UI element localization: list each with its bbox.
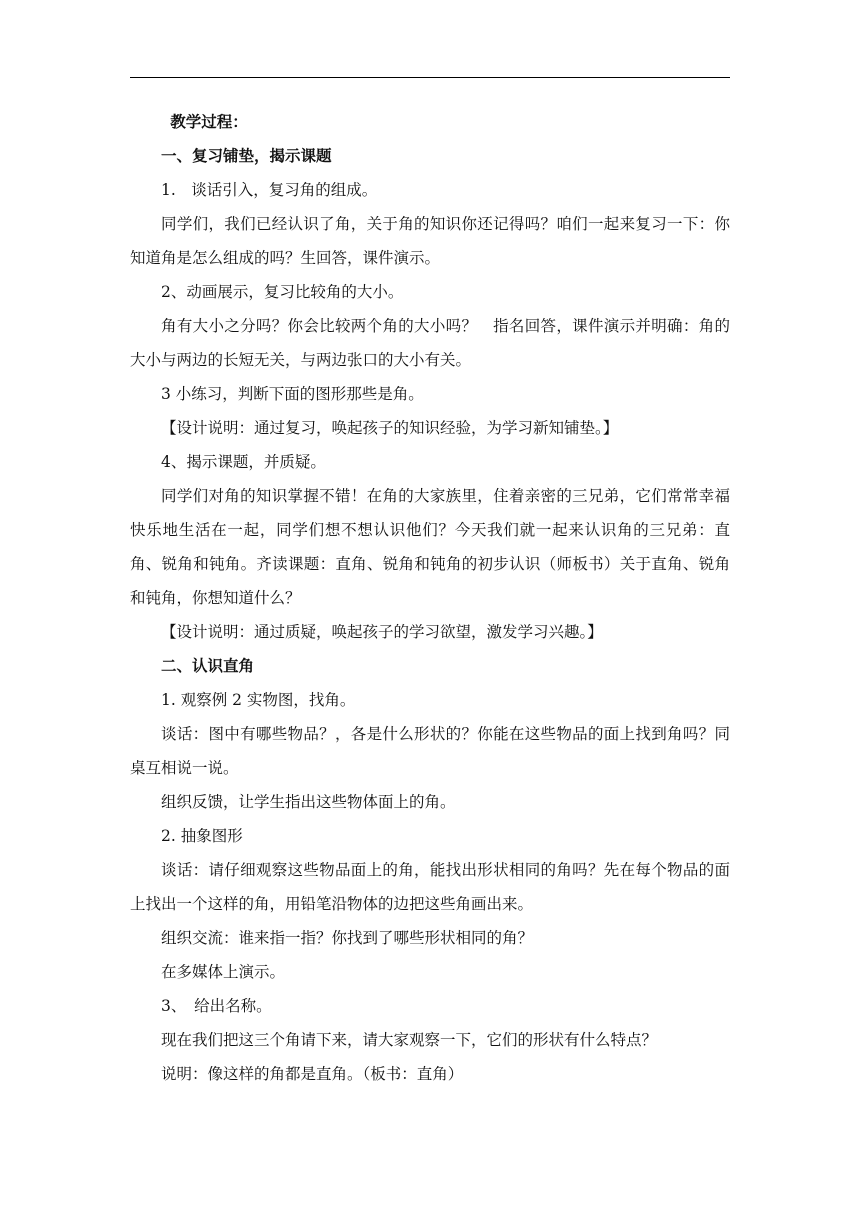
heading-teaching-process: 教学过程： [170, 112, 248, 131]
s1-design-note2: 【设计说明：通过质疑，唤起孩子的学习欲望，激发学习兴趣。】 [161, 623, 603, 641]
section1-title: 一、复习铺垫，揭示课题 [161, 146, 332, 165]
s2-paragraph7: 说明：像这样的角都是直角。（板书：直角） [161, 1065, 464, 1083]
section2-title: 二、认识直角 [161, 656, 255, 675]
s1-item1: 1. 谈话引入，复习角的组成。 [161, 181, 378, 199]
s2-paragraph6: 现在我们把这三个角请下来，请大家观察一下，它们的形状有什么特点？ [161, 1031, 658, 1049]
s2-paragraph2: 组织反馈，让学生指出这些物体面上的角。 [161, 793, 456, 811]
s2-paragraph4: 组织交流：谁来指一指？你找到了哪些形状相同的角？ [161, 929, 534, 947]
s1-paragraph3: 同学们对角的知识掌握不错！在角的大家族里，住着亲密的三兄弟，它们常常幸福快乐地生活在一起，同学们想不想认识他们？今天我们就一起来认识角的三兄弟：直角、锐角和钝角。齐读课题：直角、锐角和钝角的初步认识（师板书）关于直角、锐角和钝角，你想知道什么？ [130, 487, 730, 607]
s2-item1: 1. 观察例 2 实物图，找角。 [161, 691, 356, 709]
s1-paragraph1: 同学们，我们已经认识了角，关于角的知识你还记得吗？咱们一起来复习一下：你知道角是怎么组成的吗？生回答，课件演示。 [130, 215, 730, 267]
s2-item3: 3、 给出名称。 [161, 997, 272, 1015]
header-rule [130, 77, 730, 78]
s1-design-note1: 【设计说明：通过复习，唤起孩子的知识经验，为学习新知铺垫。】 [161, 419, 619, 437]
s2-paragraph5: 在多媒体上演示。 [161, 963, 286, 981]
s2-paragraph3: 谈话：请仔细观察这些物品面上的角，能找出形状相同的角吗？先在每个物品的面上找出一个这样的角，用铅笔沿物体的边把这些角画出来。 [130, 861, 730, 913]
s1-paragraph2: 角有大小之分吗？你会比较两个角的大小吗？ 指名回答，课件演示并明确：角的大小与两边的长短无关，与两边张口的大小有关。 [130, 317, 730, 369]
s1-item4: 4、揭示课题，并质疑。 [161, 453, 326, 471]
document-body [130, 105, 730, 1091]
s1-item3: 3 小练习，判断下面的图形那些是角。 [161, 385, 424, 403]
s1-item2: 2、动画展示，复习比较角的大小。 [161, 283, 404, 301]
s2-item2: 2. 抽象图形 [161, 827, 243, 845]
s2-paragraph1: 谈话：图中有哪些物品？，各是什么形状的？你能在这些物品的面上找到角吗？同桌互相说一说。 [130, 725, 730, 777]
